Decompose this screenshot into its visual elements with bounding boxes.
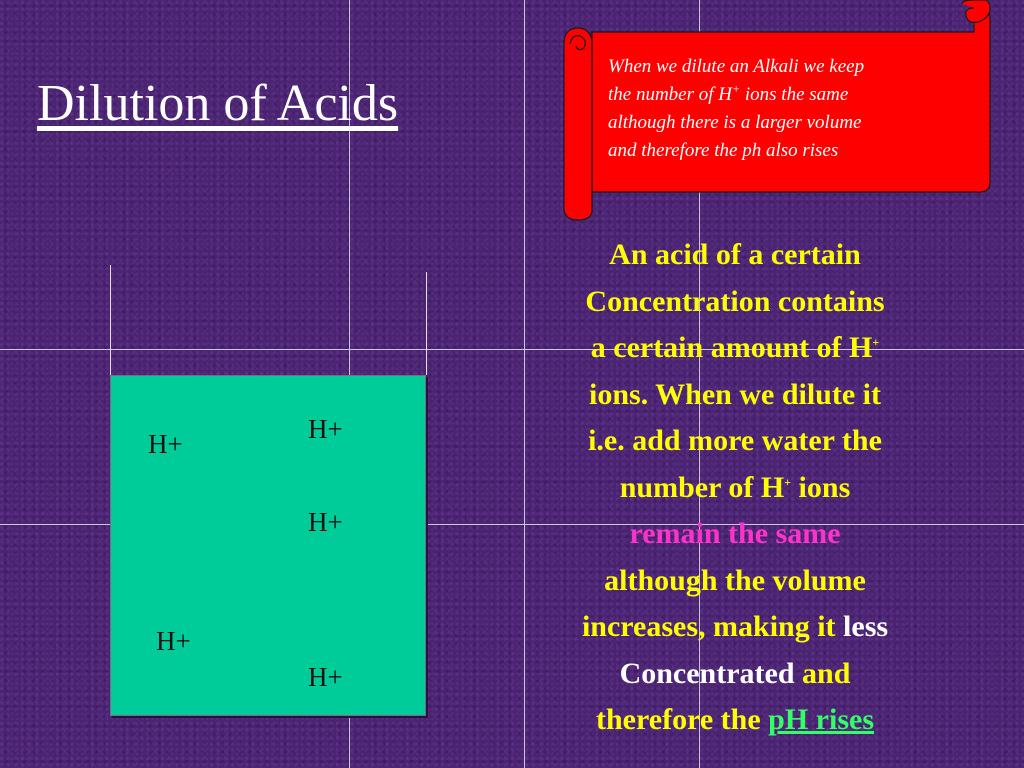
explanation-line: [520, 697, 950, 744]
scroll-callout: [562, 0, 992, 225]
scroll-line: [608, 81, 968, 109]
explanation-line: Concentration contains: [585, 284, 885, 318]
explanation-line: ions. When we dilute it: [589, 377, 881, 411]
explanation-line: [520, 325, 950, 372]
hydrogen-ion-label: H+: [308, 507, 343, 537]
highlight-less: less: [835, 610, 889, 643]
superscript-plus: +: [732, 81, 741, 96]
highlight-ph-rises: pH rises: [768, 703, 874, 736]
explanation-line: [520, 604, 950, 651]
hydrogen-ion-label: H+: [308, 414, 343, 444]
explanation-line: [520, 465, 950, 512]
explanation-line: although the volume: [604, 563, 866, 597]
scroll-line: and therefore the ph also rises: [608, 140, 839, 162]
highlight-concentrated: Concentrated: [619, 656, 795, 690]
scroll-text-segment: ions the same: [740, 84, 849, 106]
scroll-text-segment: the number of H: [608, 84, 733, 106]
explanation-segment: a certain amount of H: [590, 331, 873, 364]
explanation-line: [520, 651, 950, 698]
page-title: Dilution of Acids: [37, 75, 399, 132]
explanation-segment: and: [794, 656, 851, 690]
superscript-plus: +: [872, 335, 880, 349]
explanation-segment: increases, making it: [581, 610, 836, 643]
scroll-line: although there is a larger volume: [608, 112, 862, 134]
explanation-line: An acid of a certain: [609, 238, 861, 271]
explanation-line: i.e. add more water the: [588, 424, 882, 457]
beaker-left-wall: [110, 265, 111, 375]
scroll-text: [608, 53, 968, 165]
hydrogen-ion-label: H+: [308, 662, 343, 692]
highlight-remain-same: remain the same: [629, 517, 841, 550]
hydrogen-ion-label: H+: [156, 626, 191, 656]
explanation-segment: ions: [791, 470, 851, 504]
explanation-segment: therefore the: [596, 703, 769, 736]
scroll-line: When we dilute an Alkali we keep: [608, 56, 865, 77]
beaker-water: [110, 375, 426, 716]
hydrogen-ion-label: H+: [148, 429, 183, 459]
beaker-right-wall: [426, 272, 427, 375]
explanation-text: [520, 232, 950, 744]
superscript-plus: +: [784, 474, 792, 489]
explanation-segment: number of H: [619, 470, 785, 504]
